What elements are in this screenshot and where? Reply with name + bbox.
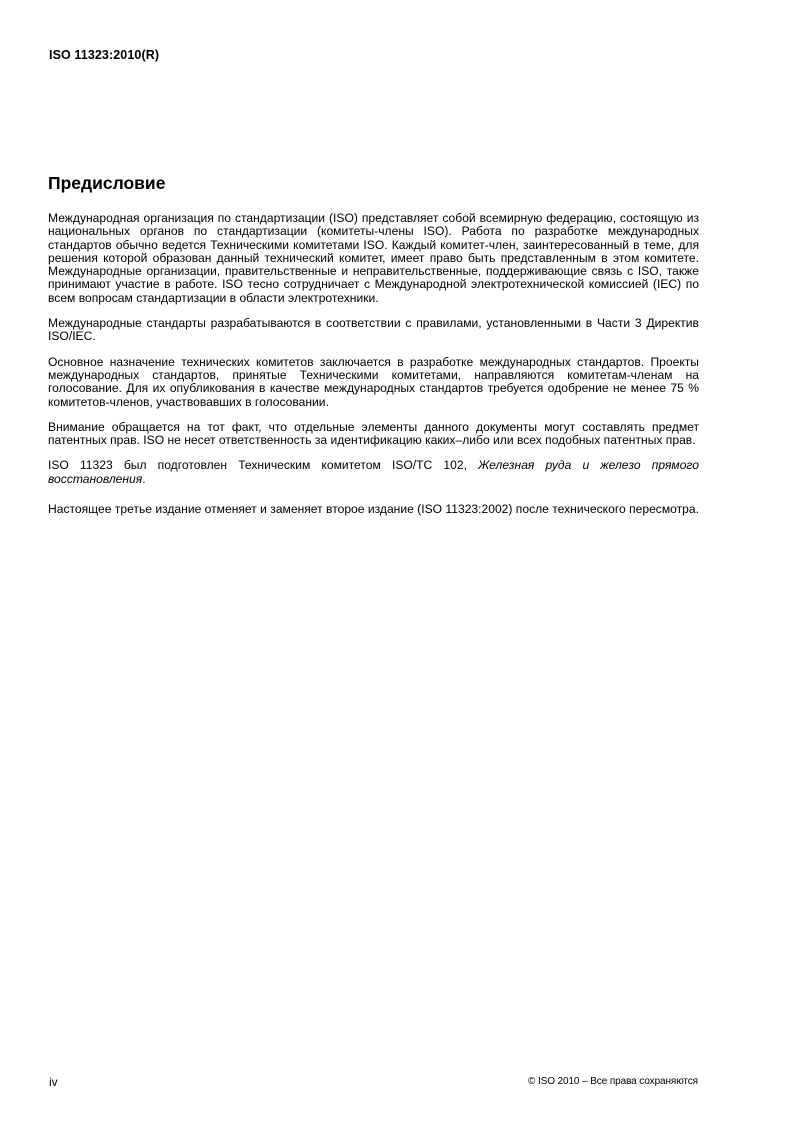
page-number: iv — [49, 1075, 58, 1089]
page-title: Предисловие — [48, 173, 166, 193]
paragraph-committees: Основное назначение технических комитетов заключается в разработке международных стандартов. Проекты международных стандартов, принятые Техническими комитетами, направляются комитетам-членам на голосование. Для их опубликования в качестве международных стандартов требуется одобрение не менее 75 % комитетов-членов, участвовавших в голосовании. — [48, 354, 699, 409]
foreword-body — [48, 212, 699, 528]
paragraph-patent-rights: Внимание обращается на тот факт, что отдельные элементы данного документы могут составлять предмет патентных прав. ISO не несет ответственность за идентификацию каких–либо или всех подобных патентных прав. — [48, 419, 699, 448]
paragraph-prepared-by — [48, 459, 699, 486]
committee-title: Железная руда и железо прямого восстановления — [48, 458, 699, 486]
prepared-by-text: ISO 11323 был подготовлен Техническим комитетом ISO/TC 102, — [48, 458, 479, 473]
copyright-notice: © ISO 2010 – Все права сохраняются — [528, 1076, 698, 1087]
document-code: ISO 11323:2010(R) — [49, 48, 160, 62]
paragraph-iso-organization: Международная организация по стандартизации (ISO) представляет собой всемирную федерацию, состоящую из национальных органов по стандартизации (комитеты-члены ISO). Работа по разработке международных стандартов обычно ведется Техническими комитетами ISO. Каждый комитет-член, заинтересованный в теме, для решения которой образован данный технический комитет, имеет право быть представленным в этом комитете. Международные организации, правительственные и неправительственные, поддерживающие связь с ISO, также принимают участие в работе. ISO тесно сотрудничает с Международной электротехнической комиссией (IEC) по всем вопросам стандартизации в области электротехники. — [48, 211, 699, 305]
paragraph-edition: Настоящее третье издание отменяет и заменяет второе издание (ISO 11323:2002) после технического пересмотра. — [48, 502, 699, 517]
paragraph-directives: Международные стандарты разрабатываются в соответствии с правилами, установленными в Части 3 Директив ISO/IEC. — [48, 316, 699, 344]
prepared-by-suffix: . — [142, 471, 146, 486]
